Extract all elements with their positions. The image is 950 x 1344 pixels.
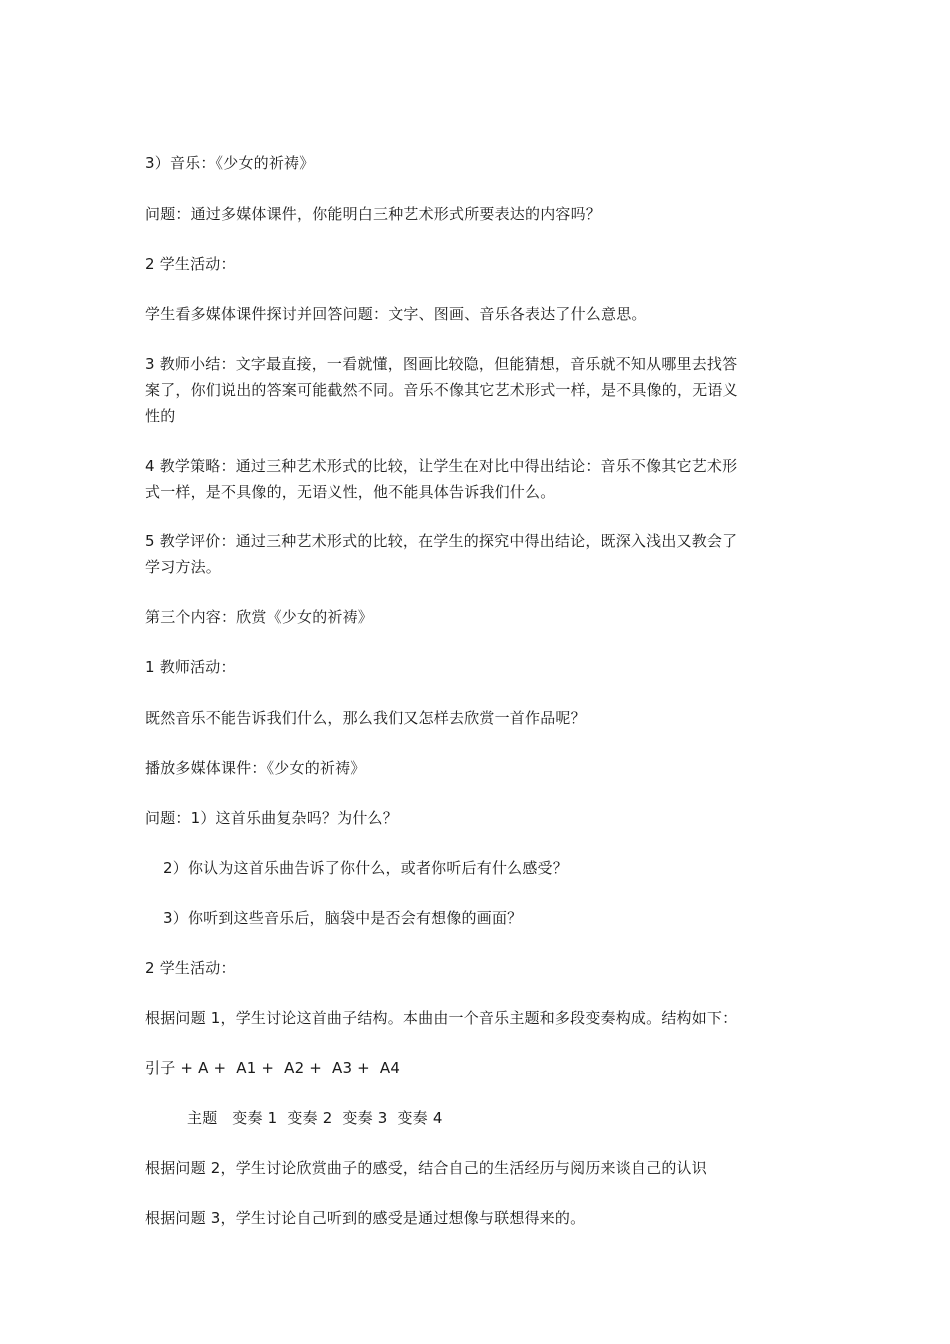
paragraph-teacher-summary-line1: 3 教师小结：文字最直接，一看就懂，图画比较隐，但能猜想，音乐就不知从哪里去找答 — [145, 355, 738, 373]
question-1: 问题：1）这首乐曲复杂吗？为什么？ — [145, 809, 398, 827]
paragraph-music-item: 3）音乐：《少女的祈祷》 — [145, 154, 315, 172]
paragraph-teaching-evaluation-line2: 学习方法。 — [145, 558, 222, 576]
paragraph-teaching-strategy-line1: 4 教学策略：通过三种艺术形式的比较，让学生在对比中得出结论：音乐不像其它艺术形 — [145, 457, 738, 475]
paragraph-structure-discussion: 根据问题 1，学生讨论这首曲子结构。本曲由一个音乐主题和多段变奏构成。结构如下： — [145, 1009, 738, 1027]
paragraph-teaching-evaluation-line1: 5 教学评价：通过三种艺术形式的比较，在学生的探究中得出结论，既深入浅出又教会了 — [145, 532, 738, 550]
heading-student-activity: 2 学生活动： — [145, 255, 236, 273]
question-3: 3）你听到这些音乐后，脑袋中是否会有想像的画面？ — [163, 909, 523, 927]
heading-student-activity-2: 2 学生活动： — [145, 959, 236, 977]
paragraph-teacher-summary-line3: 性的 — [145, 407, 176, 425]
structure-formula: 引子 + A + A1 + A2 + A3 + A4 — [145, 1059, 401, 1077]
paragraph-question: 问题：通过多媒体课件，你能明白三种艺术形式所要表达的内容吗？ — [145, 205, 602, 223]
paragraph-teaching-strategy-line2: 式一样，是不具像的，无语义性，他不能具体告诉我们什么。 — [145, 483, 556, 501]
paragraph-appreciation-question: 既然音乐不能告诉我们什么，那么我们又怎样去欣赏一首作品呢？ — [145, 709, 586, 727]
question-2: 2）你认为这首乐曲告诉了你什么，或者你听后有什么感受？ — [163, 859, 568, 877]
structure-labels: 主题 变奏 1 变奏 2 变奏 3 变奏 4 — [187, 1109, 443, 1127]
heading-third-content: 第三个内容：欣赏《少女的祈祷》 — [145, 608, 374, 626]
paragraph-imagination-discussion: 根据问题 3，学生讨论自己听到的感受是通过想像与联想得来的。 — [145, 1209, 586, 1227]
paragraph-teacher-summary-line2: 案了，你们说出的答案可能截然不同。音乐不像其它艺术形式一样，是不具像的，无语义 — [145, 381, 738, 399]
paragraph-feeling-discussion: 根据问题 2，学生讨论欣赏曲子的感受，结合自己的生活经历与阅历来谈自己的认识 — [145, 1159, 707, 1177]
paragraph-student-discussion: 学生看多媒体课件探讨并回答问题：文字、图画、音乐各表达了什么意思。 — [145, 305, 647, 323]
paragraph-play-courseware: 播放多媒体课件：《少女的祈祷》 — [145, 759, 366, 777]
heading-teacher-activity: 1 教师活动： — [145, 658, 236, 676]
